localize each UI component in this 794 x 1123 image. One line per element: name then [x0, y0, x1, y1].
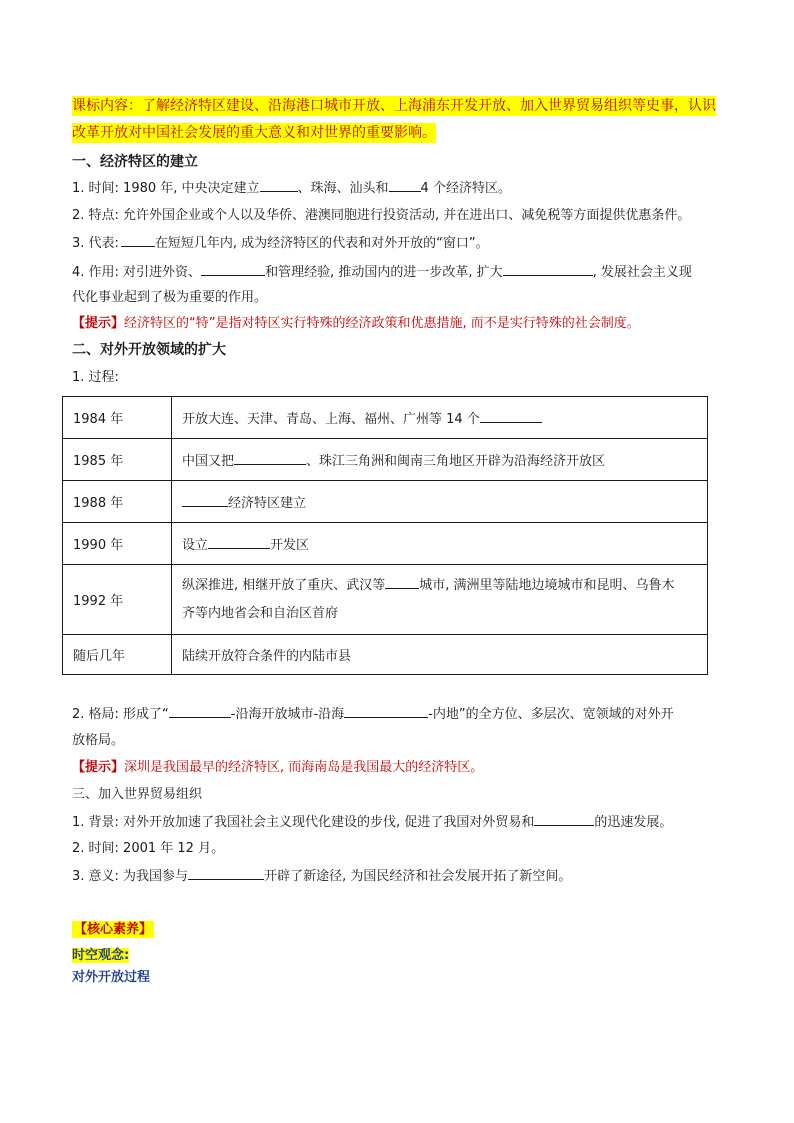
curriculum-standard-line-2: 改革开放对中国社会发展的重大意义和对世界的重要影响。 [72, 125, 436, 141]
s3-significance-line: 3. 意义: 为我国参与 开辟了新途径, 为国民经济和社会发展开拓了新空间。 [72, 866, 571, 887]
fill-blank[interactable] [169, 704, 231, 718]
fill-blank[interactable] [188, 866, 264, 880]
fill-blank[interactable] [234, 451, 306, 465]
fill-blank[interactable] [260, 178, 298, 192]
s1-role-line-2: 代化事业起到了极为重要的作用。 [72, 290, 268, 305]
table-row [63, 523, 708, 565]
event-cell: 开放大连、天津、青岛、上海、福州、广州等 14 个 [172, 397, 708, 439]
fill-blank[interactable] [201, 262, 265, 276]
event-cell: 纵深推进, 相继开放了重庆、武汉等 城市, 满洲里等陆地边境城市和昆明、乌鲁木 齐等内地省会和自治区首府 [172, 565, 708, 635]
section-3-title: 三、加入世界贸易组织 [72, 787, 203, 802]
tip-tag: 【提示】 [72, 316, 125, 331]
fill-blank[interactable] [480, 409, 542, 423]
fill-blank[interactable] [389, 178, 421, 192]
core-concept: 时空观念: [72, 948, 130, 963]
section-2-title: 二、对外开放领域的扩大 [72, 342, 226, 358]
year-cell: 1984 年 [63, 397, 172, 439]
fill-blank[interactable] [182, 493, 228, 507]
table-row [63, 565, 708, 635]
year-cell: 1990 年 [63, 523, 172, 565]
year-cell: 1988 年 [63, 481, 172, 523]
opening-timeline-table [62, 396, 708, 675]
fill-blank[interactable] [208, 535, 270, 549]
s2-pattern-line-2: 放格局。 [72, 733, 125, 748]
event-cell: 设立 开发区 [172, 523, 708, 565]
table-row [63, 439, 708, 481]
fill-blank[interactable] [534, 812, 594, 826]
tip-tag: 【提示】 [72, 760, 125, 775]
fill-blank[interactable] [385, 575, 419, 589]
event-cell: 中国又把 、珠江三角洲和闽南三角地区开辟为沿海经济开放区 [172, 439, 708, 481]
year-cell: 1992 年 [63, 565, 172, 635]
s2-tip: 【提示】深圳是我国最早的经济特区, 而海南岛是我国最大的经济特区。 [72, 760, 484, 775]
table-row [63, 635, 708, 675]
s1-feature-line: 2. 特点: 允许外国企业或个人以及华侨、港澳同胞进行投资活动, 并在进出口、减免税等方面提供优惠条件。 [72, 208, 691, 223]
s1-tip: 【提示】经济特区的“特”是指对特区实行特殊的经济政策和优惠措施, 而不是实行特殊的社会制度。 [72, 316, 640, 331]
s2-process-label: 1. 过程: [72, 370, 119, 385]
s3-background-line: 1. 背景: 对外开放加速了我国社会主义现代化建设的步伐, 促进了我国对外贸易和 的迅速发展。 [72, 812, 672, 833]
core-competency-tag: 【核心素养】 [74, 922, 153, 937]
section-1-title: 一、经济特区的建立 [72, 154, 198, 170]
year-cell: 随后几年 [63, 635, 172, 675]
table-row [63, 481, 708, 523]
fill-blank[interactable] [344, 704, 428, 718]
fill-blank[interactable] [121, 233, 155, 247]
s1-time-line: 1. 时间: 1980 年, 中央决定建立 、珠海、汕头和 4 个经济特区。 [72, 178, 511, 199]
s1-representative-line: 3. 代表: 在短短几年内, 成为经济特区的代表和对外开放的“窗口”。 [72, 233, 489, 254]
fill-blank[interactable] [503, 262, 593, 276]
s2-pattern-line: 2. 格局: 形成了“ -沿海开放城市-沿海 -内地”的全方位、多层次、宽领域的对外开 [72, 704, 674, 725]
curriculum-standard-line-1: 课标内容：了解经济特区建设、沿海港口城市开放、上海浦东开发开放、加入世界贸易组织等史事，认识 [72, 98, 716, 114]
s3-time-line: 2. 时间: 2001 年 12 月。 [72, 841, 225, 856]
year-cell: 1985 年 [63, 439, 172, 481]
s1-role-line: 4. 作用: 对引进外资、 和管理经验, 推动国内的进一步改革, 扩大 , 发展社会主义现 [72, 262, 692, 283]
event-cell: 陆续开放符合条件的内陆市县 [172, 635, 708, 675]
table-row [63, 397, 708, 439]
event-cell: 经济特区建立 [172, 481, 708, 523]
core-item: 对外开放过程 [72, 970, 151, 985]
